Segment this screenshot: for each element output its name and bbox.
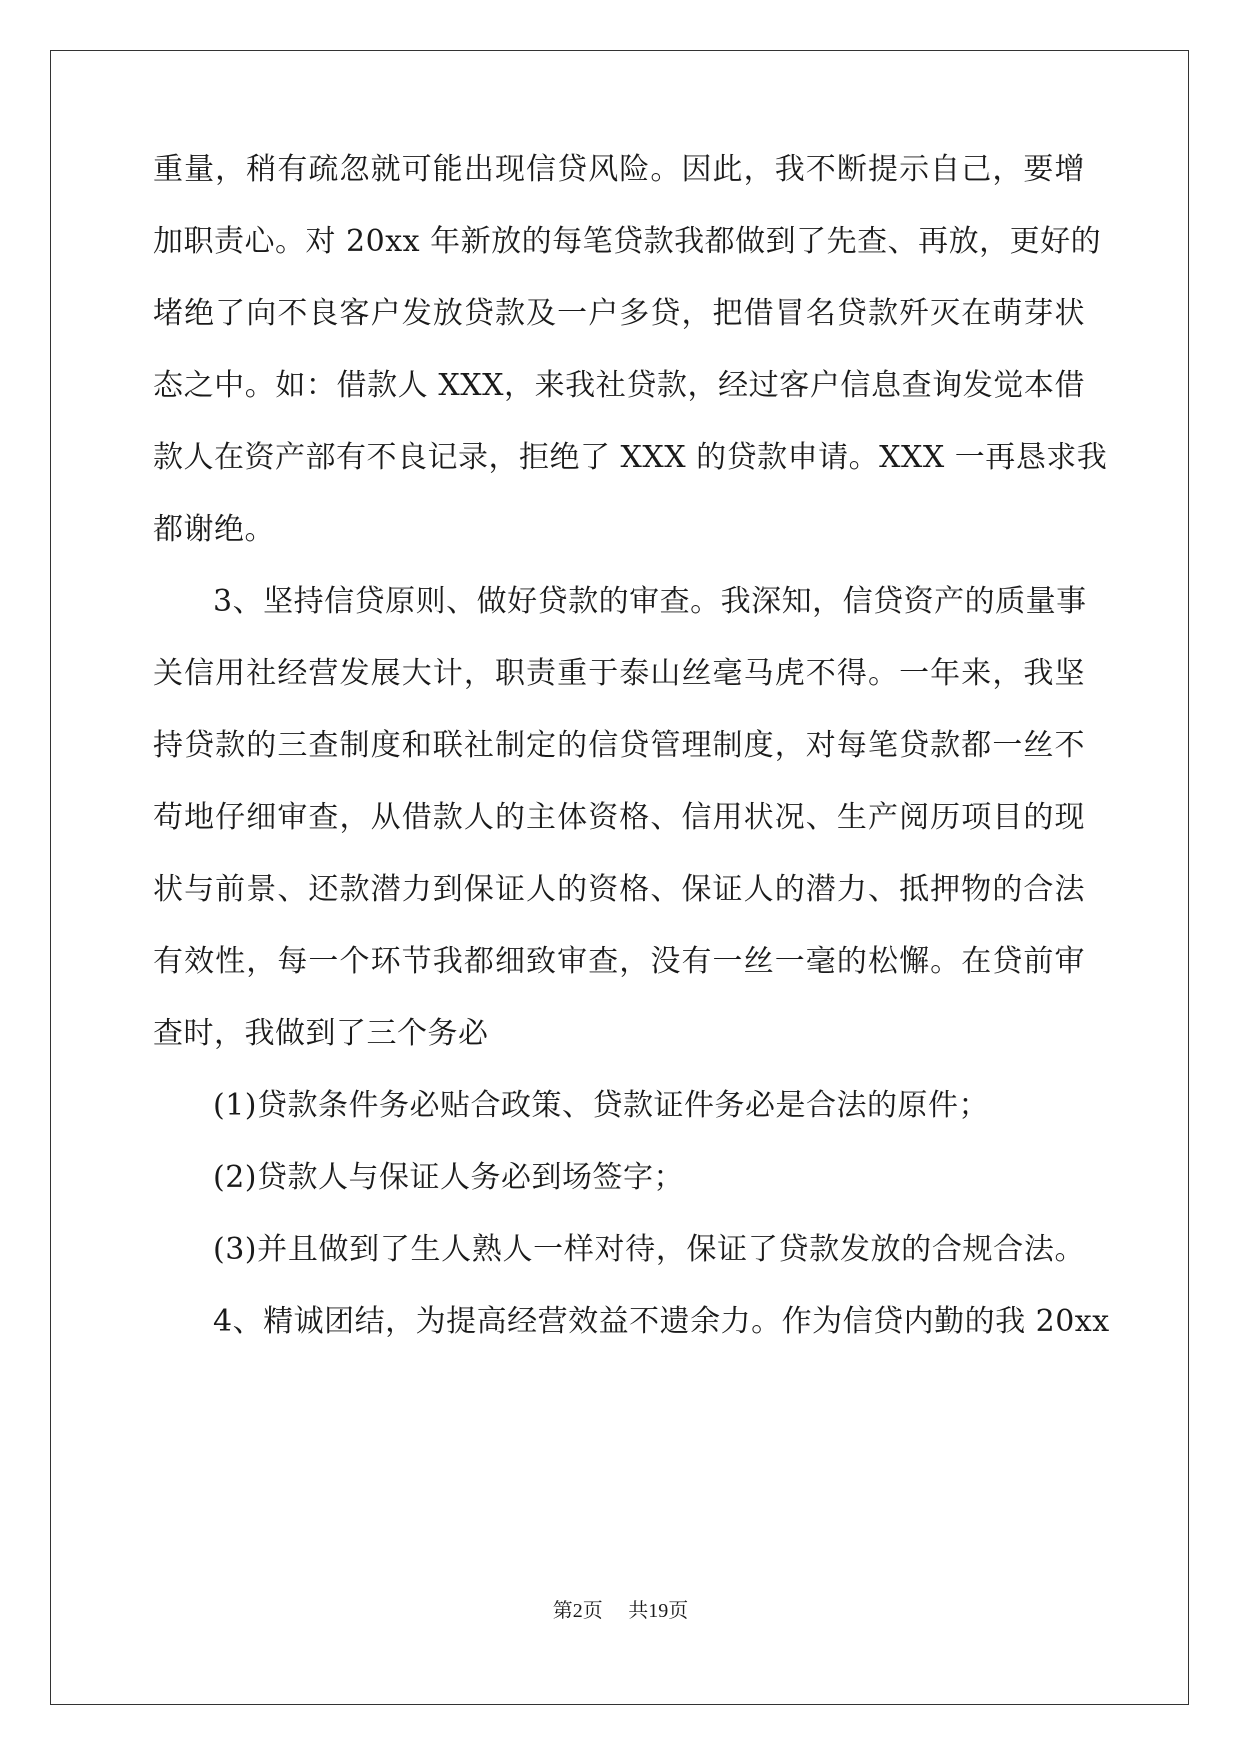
paragraph-line: 苟地仔细审查，从借款人的主体资格、信用状况、生产阅历项目的现	[153, 800, 1085, 835]
paragraph-line: 有效性，每一个环节我都细致审查，没有一丝一毫的松懈。在贷前审	[153, 944, 1085, 979]
total-prefix: 共	[628, 1598, 649, 1622]
paragraph-line: 查时，我做到了三个务必	[153, 1016, 489, 1051]
paragraph-line: 都谢绝。	[153, 512, 275, 547]
paragraph-line: 堵绝了向不良客户发放贷款及一户多贷，把借冒名贷款歼灭在萌芽状	[153, 296, 1085, 331]
list-item: (2)贷款人与保证人务必到场签字；	[213, 1160, 684, 1195]
paragraph-line: 加职责心。对 20xx 年新放的每笔贷款我都做到了先查、再放，更好的	[153, 224, 1102, 259]
list-item: (3)并且做到了生人熟人一样对待，保证了贷款发放的合规合法。	[213, 1232, 1085, 1267]
page-total: 19	[648, 1600, 669, 1622]
paragraph-line: 重量，稍有疏忽就可能出现信贷风险。因此，我不断提示自己，要增	[153, 152, 1085, 187]
paragraph-line: 款人在资产部有不良记录，拒绝了 XXX 的贷款申请。XXX 一再恳求我	[153, 440, 1108, 475]
page-footer	[0, 1598, 1241, 1623]
paragraph-line: 3、坚持信贷原则、做好贷款的审查。我深知，信贷资产的质量事	[213, 584, 1087, 619]
total-suffix: 页	[668, 1598, 689, 1622]
page-prefix: 第	[552, 1598, 573, 1622]
paragraph-line: 持贷款的三查制度和联社制定的信贷管理制度，对每笔贷款都一丝不	[153, 728, 1085, 763]
paragraph-line: 态之中。如：借款人 XXX，来我社贷款，经过客户信息查询发觉本借	[153, 368, 1085, 403]
paragraph-line: 关信用社经营发展大计，职责重于泰山丝毫马虎不得。一年来，我坚	[153, 656, 1085, 691]
paragraph-line: 状与前景、还款潜力到保证人的资格、保证人的潜力、抵押物的合法	[153, 872, 1085, 907]
page-suffix: 页	[582, 1598, 603, 1622]
paragraph-line: 4、精诚团结，为提高经营效益不遗余力。作为信贷内勤的我 20xx	[213, 1304, 1110, 1339]
page-number: 2	[572, 1600, 583, 1622]
list-item: (1)贷款条件务必贴合政策、贷款证件务必是合法的原件；	[213, 1088, 989, 1123]
